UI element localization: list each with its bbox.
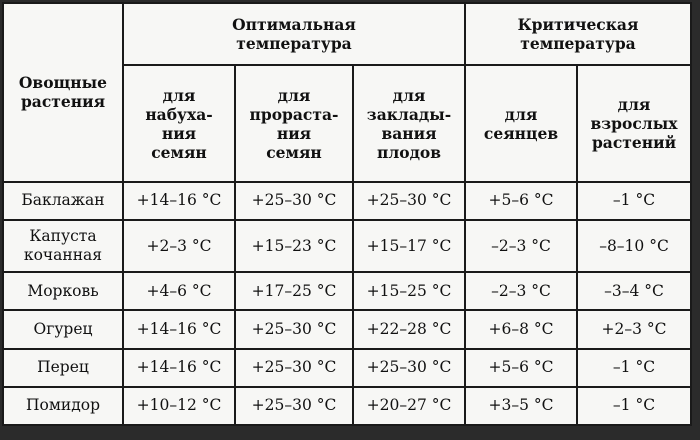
subheader-seedlings: для сеянцев (465, 65, 577, 182)
table-cell: –1 °C (577, 349, 691, 387)
table-cell: +15–17 °C (353, 220, 465, 272)
table-cell: +25–30 °C (235, 182, 353, 220)
table-cell: +6–8 °C (465, 310, 577, 348)
table-cell: +25–30 °C (235, 310, 353, 348)
subheader-adult-plants: для взрослых растений (577, 65, 691, 182)
table-row (3, 220, 691, 272)
table-cell: +4–6 °C (123, 272, 235, 310)
table-cell: +15–23 °C (235, 220, 353, 272)
header-row-groups (3, 3, 691, 65)
table-cell: +14–16 °C (123, 349, 235, 387)
critical-temperature-header: Критическая температура (465, 3, 691, 65)
table-cell: +5–6 °C (465, 182, 577, 220)
table-row (3, 182, 691, 220)
table-cell: –8–10 °C (577, 220, 691, 272)
table-row (3, 272, 691, 310)
table-frame (2, 2, 690, 426)
table-cell: –1 °C (577, 182, 691, 220)
plant-name: Морковь (3, 272, 123, 310)
table-cell: +25–30 °C (235, 387, 353, 425)
table-cell: +22–28 °C (353, 310, 465, 348)
table-cell: +2–3 °C (577, 310, 691, 348)
subheader-seed-germination: для прораста- ния семян (235, 65, 353, 182)
temperature-table (2, 2, 692, 426)
table-cell: +14–16 °C (123, 182, 235, 220)
table-cell: –1 °C (577, 387, 691, 425)
plant-name: Баклажан (3, 182, 123, 220)
table-cell: +17–25 °C (235, 272, 353, 310)
corner-header: Овощные растения (3, 3, 123, 182)
plant-name: Огурец (3, 310, 123, 348)
table-cell: –3–4 °C (577, 272, 691, 310)
table-row (3, 387, 691, 425)
table-cell: +5–6 °C (465, 349, 577, 387)
plant-name: Капуста кочанная (3, 220, 123, 272)
table-cell: +25–30 °C (235, 349, 353, 387)
subheader-fruit-setting: для заклады- вания плодов (353, 65, 465, 182)
table-cell: –2–3 °C (465, 272, 577, 310)
table-row (3, 349, 691, 387)
table-cell: +15–25 °C (353, 272, 465, 310)
optimal-temperature-header: Оптимальная температура (123, 3, 465, 65)
table-cell: +2–3 °C (123, 220, 235, 272)
table-cell: +25–30 °C (353, 349, 465, 387)
plant-name: Перец (3, 349, 123, 387)
subheader-seed-swelling: для набуха- ния семян (123, 65, 235, 182)
table-row (3, 310, 691, 348)
table-cell: +25–30 °C (353, 182, 465, 220)
table-cell: +3–5 °C (465, 387, 577, 425)
table-cell: –2–3 °C (465, 220, 577, 272)
plant-name: Помидор (3, 387, 123, 425)
table-cell: +14–16 °C (123, 310, 235, 348)
table-cell: +10–12 °C (123, 387, 235, 425)
table-cell: +20–27 °C (353, 387, 465, 425)
